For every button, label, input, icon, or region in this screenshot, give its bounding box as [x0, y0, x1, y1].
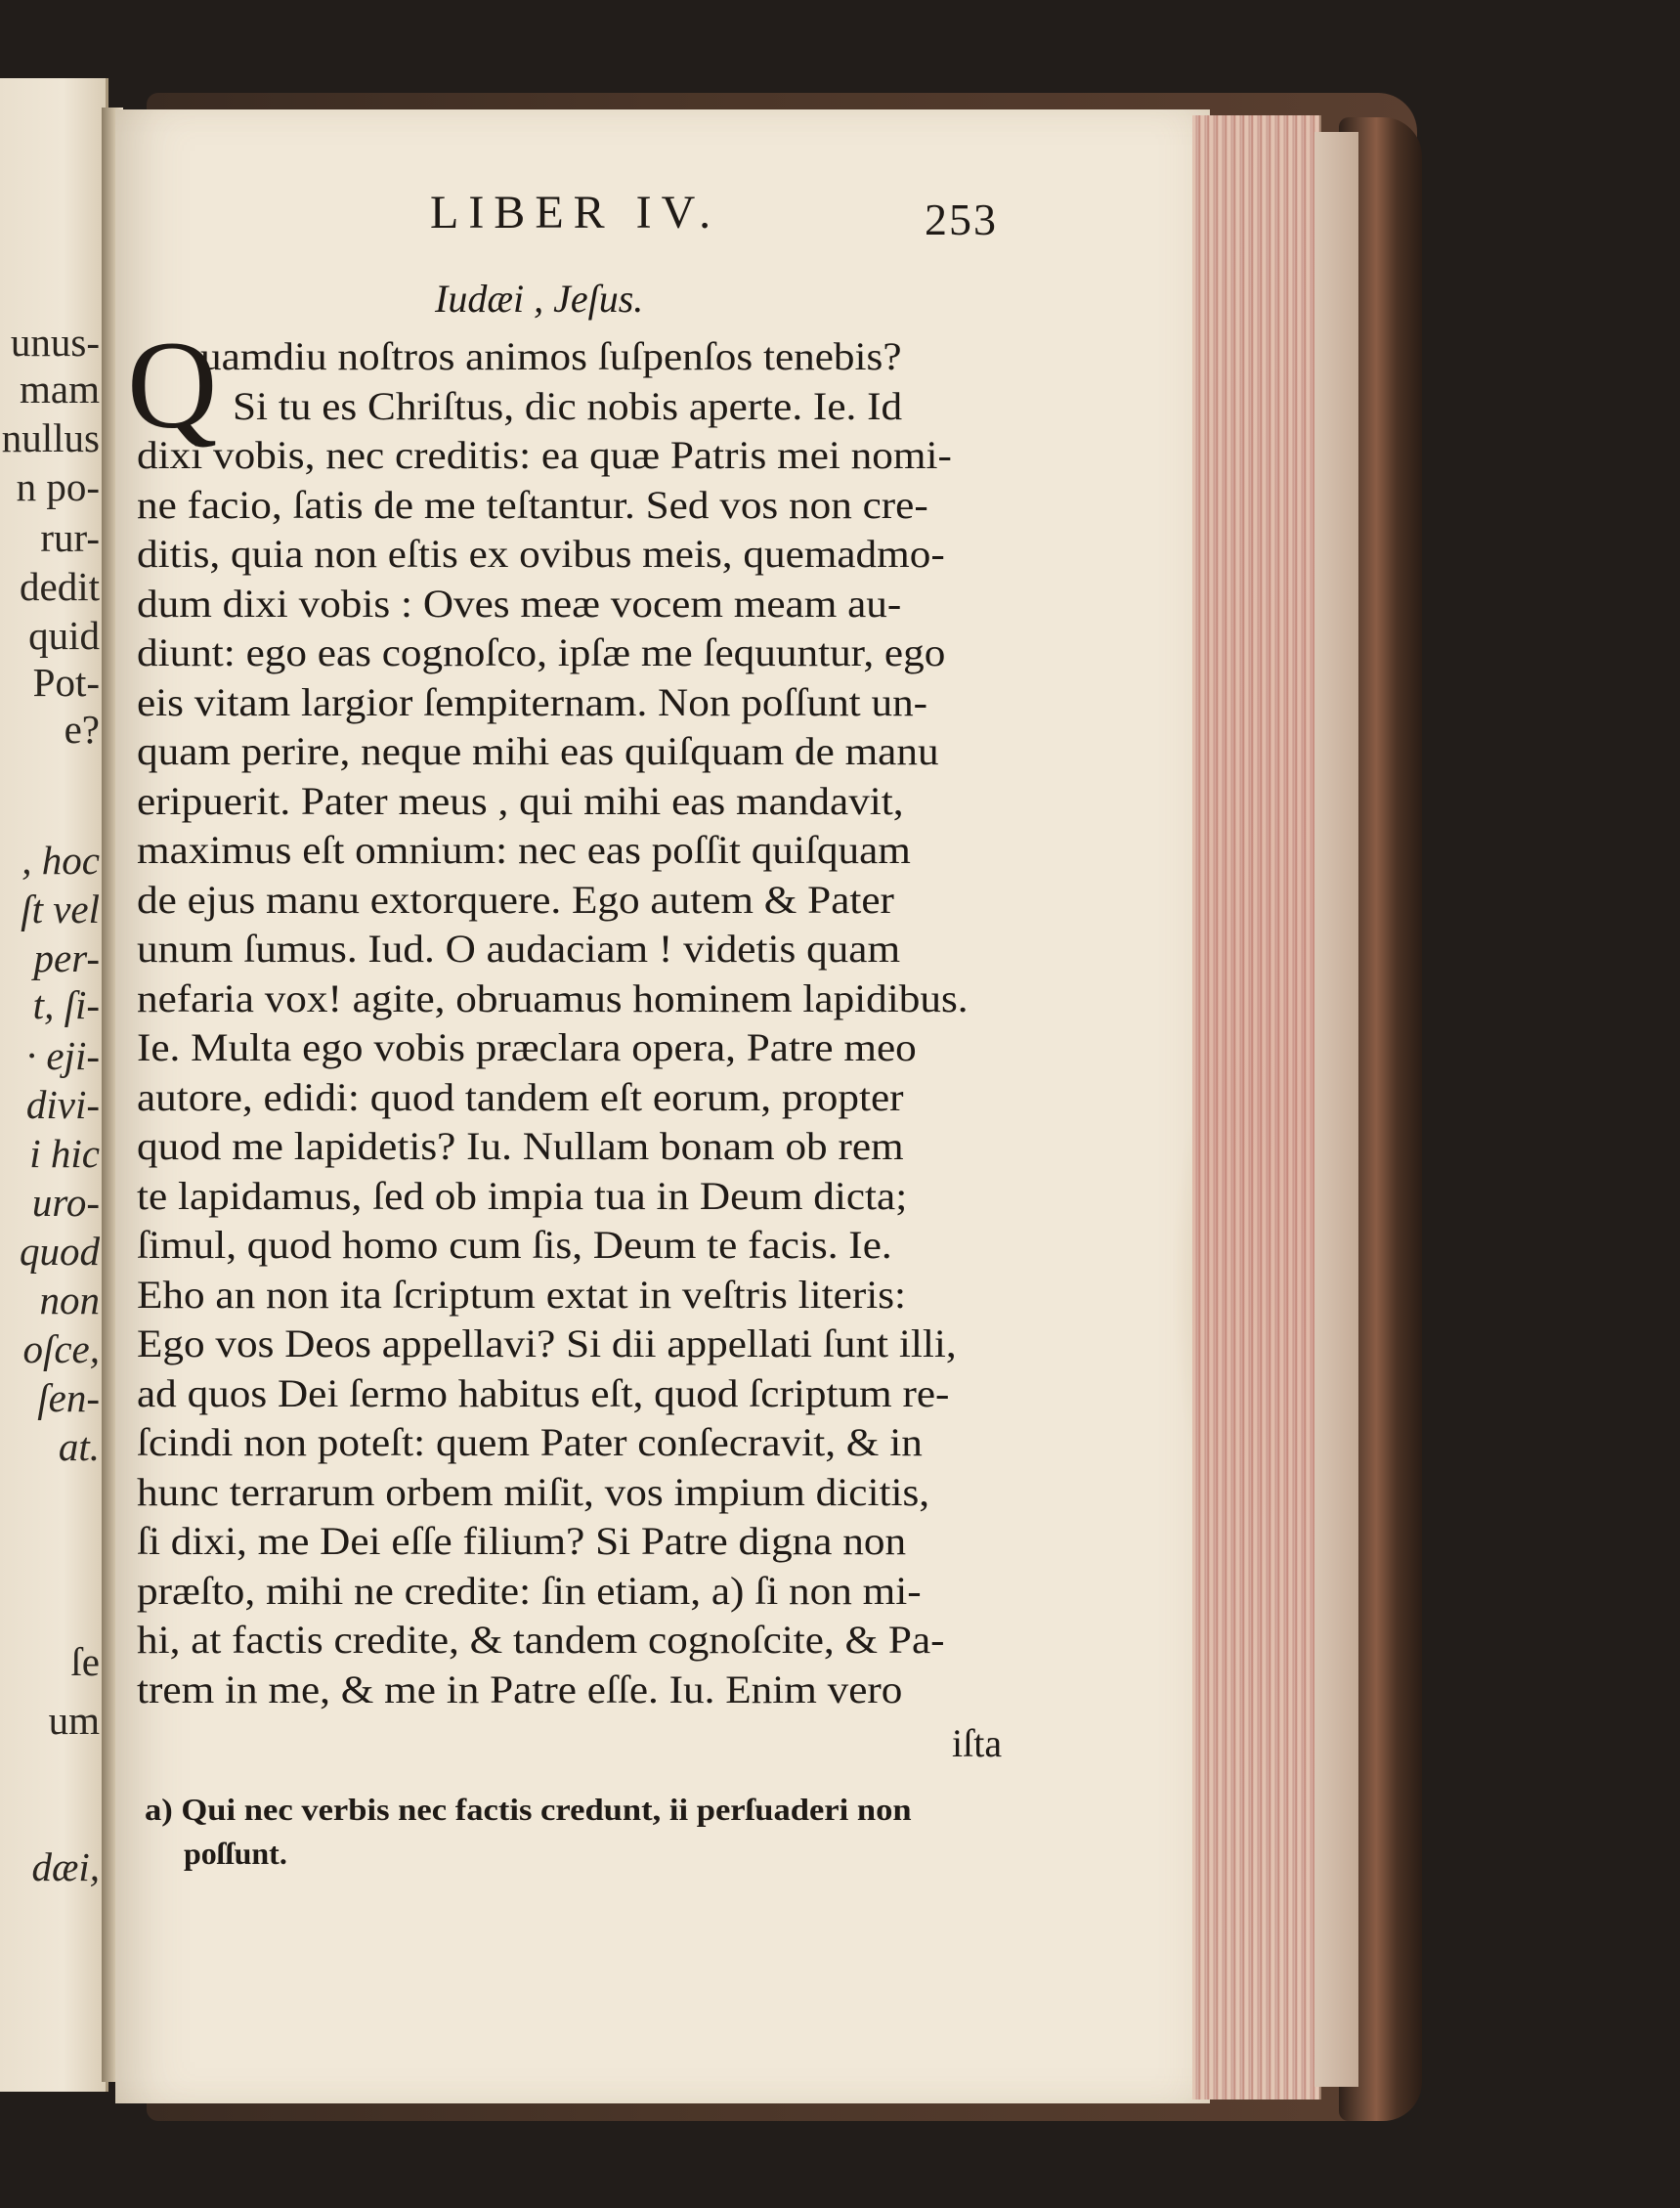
text-line: Si tu es Chriſtus, dic nobis aperte. Ie. Id	[233, 383, 903, 428]
text-line: nefaria vox! agite, obruamus hominem lapidibus.	[137, 975, 969, 1020]
left-page-line: Pot-	[32, 660, 100, 705]
left-page-line: dedit	[20, 564, 100, 609]
text-line: te lapidamus, ſed ob impia tua in Deum dicta;	[137, 1173, 908, 1218]
left-page-line: n po-	[16, 464, 100, 509]
left-page-line: , hoc	[22, 838, 100, 883]
left-page-line: nullus	[1, 415, 100, 460]
left-page-line: ſt vel	[21, 887, 100, 931]
text-line: trem in me, & me in Patre eſſe. Iu. Enim vero	[137, 1667, 903, 1711]
text-line: ad quos Dei ſermo habitus eſt, quod ſcriptum re-	[137, 1370, 950, 1415]
left-page-line: i hic	[29, 1131, 100, 1176]
text-line: dixi vobis, nec creditis: ea quæ Patris mei nomi-	[137, 433, 952, 477]
text-block-edge	[1314, 132, 1358, 2087]
left-page-line: ſe	[70, 1639, 100, 1684]
running-head: LIBER IV.	[430, 187, 721, 238]
left-page-line: mam	[20, 367, 100, 411]
text-line: Ie. Multa ego vobis præclara opera, Patre meo	[137, 1025, 917, 1069]
left-page-line: unus-	[10, 320, 100, 365]
left-page-line: e?	[64, 707, 100, 752]
left-page-line: ſen-	[37, 1375, 100, 1420]
text-line: eis vitam largior ſempiternam. Non poſſunt un-	[137, 679, 928, 724]
page-number: 253	[925, 195, 998, 244]
text-line: quod me lapidetis? Iu. Nullam bonam ob rem	[137, 1124, 904, 1168]
text-line: Eho an non ita ſcriptum extat in veſtris literis:	[137, 1272, 907, 1317]
text-line: quam perire, neque mihi eas quiſquam de manu	[137, 729, 939, 773]
footnote-line: poſſunt.	[184, 1836, 287, 1871]
left-page-line: uro-	[31, 1180, 100, 1225]
left-page-line: oſce,	[22, 1326, 100, 1371]
text-line: ditis, quia non eſtis ex ovibus meis, quemadmo-	[137, 532, 945, 576]
text-line: præſto, mihi ne credite: ſin etiam, a) ſi non mi-	[137, 1568, 922, 1613]
left-page-line: · eji-	[25, 1033, 100, 1078]
red-sprinkled-edge	[1192, 115, 1319, 2100]
drop-cap: Q	[127, 316, 218, 455]
text-line: ſimul, quod homo cum ſis, Deum te facis. Ie.	[137, 1223, 892, 1267]
left-page-line: dæi,	[31, 1844, 100, 1889]
text-line: maximus eſt omnium: nec eas poſſit quiſquam	[137, 828, 911, 872]
text-line: diunt: ego eas cognoſco, ipſæ me ſequuntur, ego	[137, 630, 946, 674]
left-page-line: non	[39, 1277, 100, 1322]
text-line: uamdiu noſtros animos ſuſpenſos tenebis?	[200, 334, 902, 378]
catch-word: iſta	[952, 1721, 1003, 1765]
text-line: Ego vos Deos appellavi? Si dii appellati ſunt illi,	[137, 1321, 957, 1365]
text-line: ne facio, ſatis de me teſtantur. Sed vos non cre-	[137, 482, 928, 527]
footnote-line: a) Qui nec verbis nec factis credunt, ii perſuaderi non	[145, 1792, 912, 1827]
text-line: hi, at factis credite, & tandem cognoſcite, & Pa-	[137, 1618, 945, 1662]
text-line: unum ſumus. Iud. O audaciam ! videtis quam	[137, 927, 901, 971]
left-page-line: um	[48, 1698, 100, 1743]
speakers-heading: Iudæi , Jeſus.	[435, 277, 644, 321]
left-page-line: quod	[20, 1229, 100, 1274]
left-page-line: divi-	[25, 1082, 100, 1127]
text-line: dum dixi vobis : Oves meæ vocem meam au-	[137, 581, 902, 626]
left-page-line: at.	[58, 1424, 100, 1469]
text-line: eripuerit. Pater meus , qui mihi eas mandavit,	[137, 778, 904, 823]
left-page-line: per-	[33, 935, 100, 980]
left-page-line: quid	[28, 613, 100, 658]
text-line: de ejus manu extorquere. Ego autem & Pater	[137, 877, 894, 922]
text-line: ſi dixi, me Dei eſſe filium? Si Patre digna non	[137, 1519, 907, 1563]
text-line: ſcindi non poteſt: quem Pater conſecravit, & in	[137, 1420, 923, 1464]
facing-left-page	[0, 78, 108, 2092]
text-line: autore, edidi: quod tandem eſt eorum, propter	[137, 1074, 904, 1119]
left-page-line: rur-	[40, 515, 100, 560]
left-page-line: t, ſi-	[32, 982, 100, 1027]
text-line: hunc terrarum orbem miſit, vos impium dicitis,	[137, 1469, 930, 1514]
